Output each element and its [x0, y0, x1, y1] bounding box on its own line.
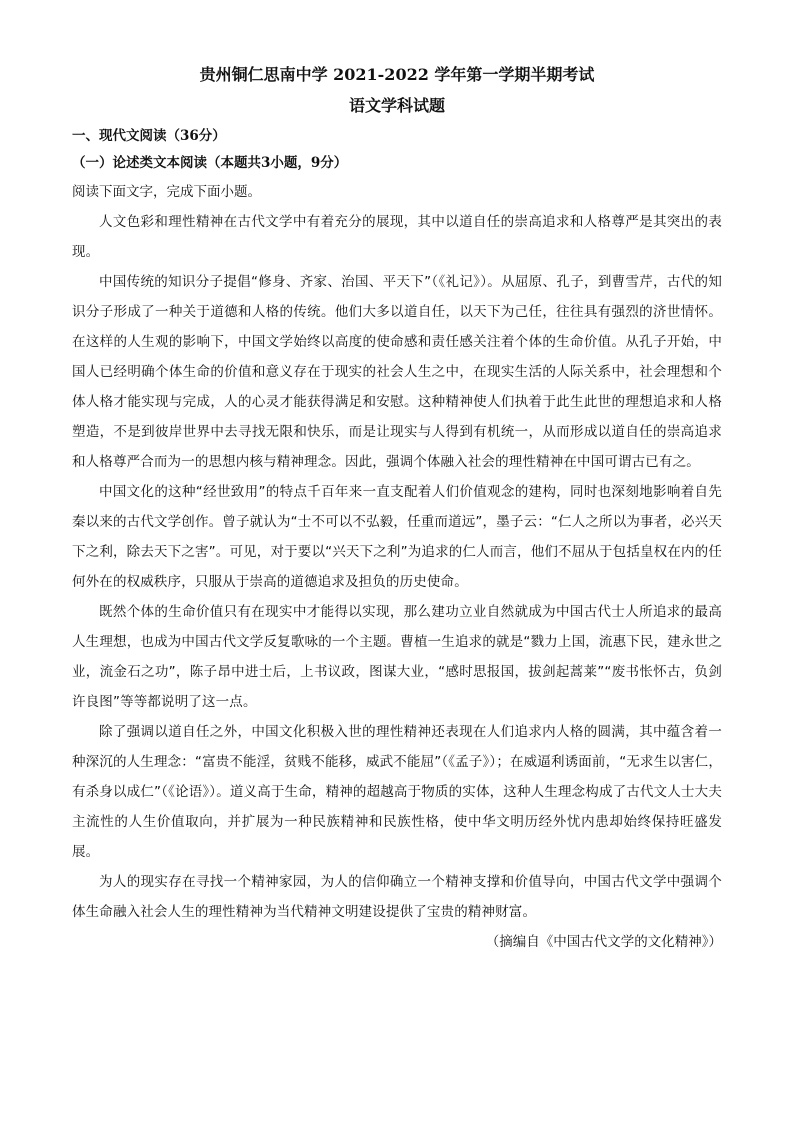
passage-paragraph: 人文色彩和理性精神在古代文学中有着充分的展现，其中以道自任的崇高追求和人格尊严是其突出的表现。 — [72, 214, 722, 260]
subsection-heading-argumentative-reading: （一）论述类文本阅读（本题共3小题，9分） — [72, 155, 348, 171]
passage-paragraph: 除了强调以道自任之外，中国文化积极入世的理性精神还表现在人们追求内人格的圆满，其中蕴含着一种深沉的人生理念：“富贵不能淫，贫贱不能移，威武不能屈”（《孟子》）；在威逼利诱面前，“无求生以害仁，有杀身以成仁”（《论语》）。道义高于生命，精神的超越高于物质的实体，这种人生理念构成了古代文人士大夫主流性的人生价值取向，并扩展为一种民族精神和民族性格，使中华文明历经外忧内患却始终保持旺盛发展。 — [72, 724, 722, 860]
reading-instruction: 阅读下面文字，完成下面小题。 — [72, 184, 261, 200]
passage-paragraph: 中国传统的知识分子提倡“修身、齐家、治国、平天下”（《礼记》）。从屈原、孔子，到曹雪芹，古代的知识分子形成了一种关于道德和人格的传统。他们大多以道自任，以天下为己任，往往具有强烈的济世情怀。在这样的人生观的影响下，中国文学始终以高度的使命感和责任感关注着个体的生命价值。从孔子开始，中国人已经明确个体生命的价值和意义存在于现实的社会人生之中，在现实生活的人际关系中，社会理想和个体人格才能实现与完成，人的心灵才能获得满足和安慰。这种精神使人们执着于此生此世的理想追求和人格塑造，不是到彼岸世界中去寻找无限和快乐，而是让现实与人得到有机统一，从而形成以道自任的崇高追求和人格尊严合而为一的思想内核与精神理念。因此，强调个体融入社会的理性精神在中国可谓古已有之。 — [72, 274, 722, 470]
passage-paragraph: 为人的现实存在寻找一个精神家园，为人的信仰确立一个精神支撑和价值导向，中国古代文学中强调个体生命融入社会人生的理性精神为当代精神文明建设提供了宝贵的精神财富。 — [72, 874, 722, 920]
exam-subtitle: 语文学科试题 — [348, 96, 445, 115]
section-heading-modern-reading: 一、现代文阅读（36分） — [72, 128, 226, 144]
passage-body — [72, 207, 722, 927]
passage-paragraph: 中国文化的这种“经世致用”的特点千百年来一直支配着人们价值观念的建构，同时也深刻地影响着自先秦以来的古代文学创作。曾子就认为“士不可以不弘毅，任重而道远”，墨子云：“仁人之所以为事者，必兴天下之利，除去天下之害”。可见，对于要以“兴天下之利”为追求的仁人而言，他们不屈从于包括皇权在内的任何外在的权威秩序，只服从于崇高的道德追求及担负的历史使命。 — [72, 484, 722, 590]
exam-title: 贵州铜仁思南中学 2021-2022 学年第一学期半期考试 — [199, 65, 595, 84]
passage-paragraph: 既然个体的生命价值只有在现实中才能得以实现，那么建功立业自然就成为中国古代士人所追求的最高人生理想，也成为中国古代文学反复歌咏的一个主题。曹植一生追求的就是“戮力上国，流惠下民，建永世之业，流金石之功”，陈子昂中进士后，上书议政，图谋大业，“感时思报国，拔剑起蒿莱”“废书怅怀古，负剑许良图”等等都说明了这一点。 — [72, 604, 722, 710]
passage-source: （摘编自《中国古代文学的文化精神》） — [485, 934, 722, 950]
